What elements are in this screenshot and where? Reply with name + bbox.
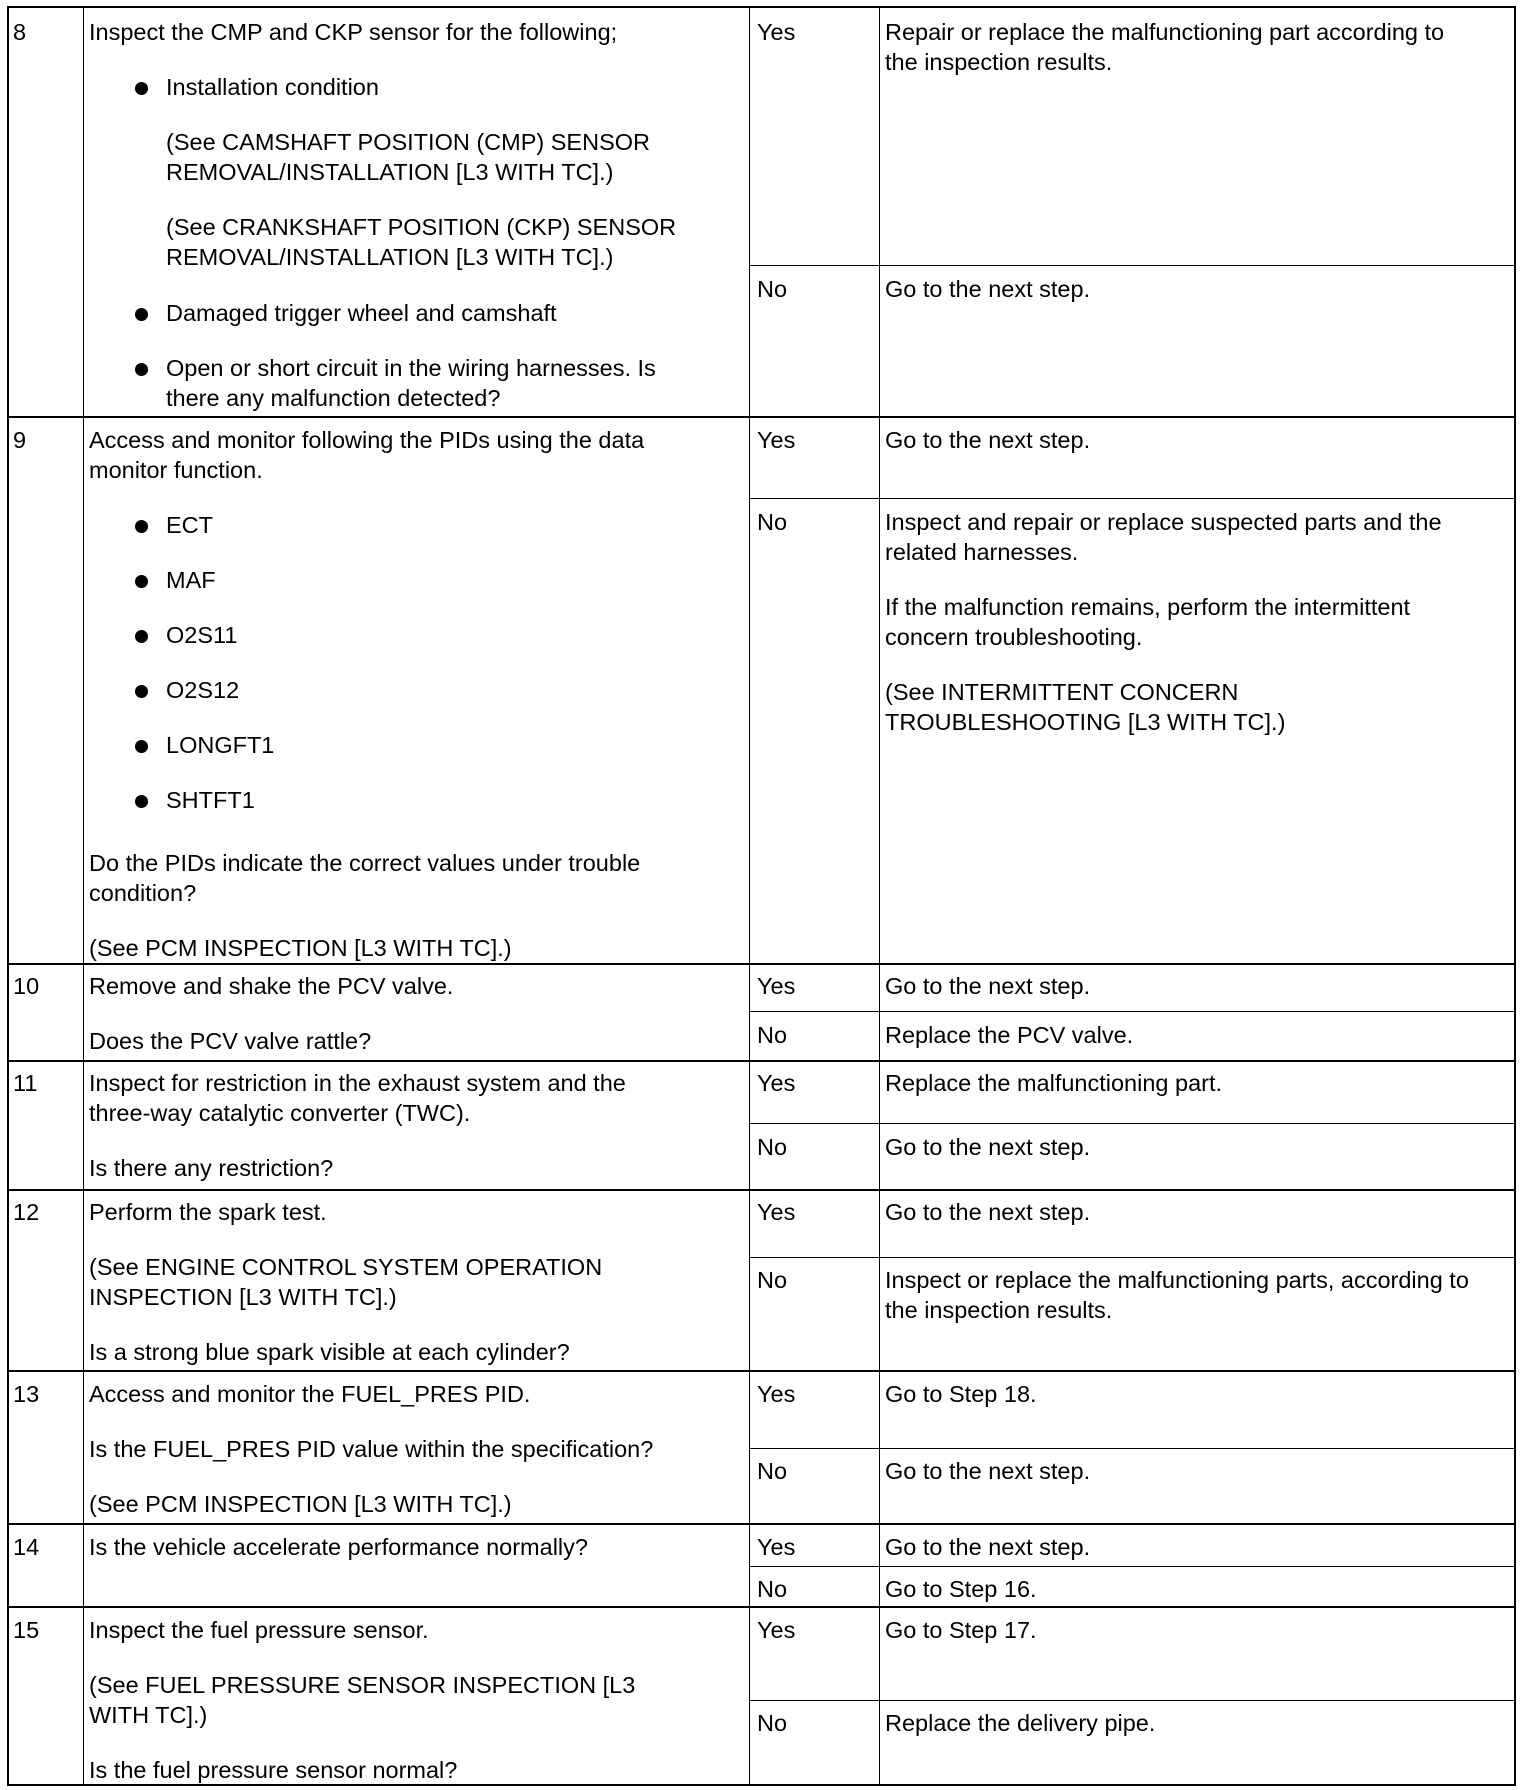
yes-label: Yes [757, 973, 796, 999]
step-number: 11 [13, 1070, 38, 1096]
yes-label: Yes [757, 1617, 796, 1643]
action-text: Access and monitor the FUEL_PRES PID. [89, 1381, 531, 1407]
question-text: Is the FUEL_PRES PID value within the specification? [89, 1436, 654, 1462]
action-bullet: Damaged trigger wheel and camshaft [166, 300, 557, 326]
no-action: Inspect and repair or replace suspected parts and the [885, 509, 1442, 535]
action-text: Remove and shake the PCV valve. [89, 973, 454, 999]
step-number: 15 [13, 1617, 40, 1643]
action-text: Perform the spark test. [89, 1199, 327, 1225]
yes-action: Go to the next step. [885, 1199, 1091, 1225]
no-action: concern troubleshooting. [885, 624, 1143, 650]
no-label: No [757, 1576, 788, 1602]
bullet-icon [135, 363, 148, 376]
reference-text: (See ENGINE CONTROL SYSTEM OPERATION [89, 1254, 603, 1280]
pid-item: O2S11 [166, 622, 238, 648]
yes-action: Go to Step 18. [885, 1381, 1037, 1407]
action-text: Inspect the CMP and CKP sensor for the following; [89, 19, 618, 45]
yes-no-divider [749, 1566, 1514, 1567]
no-label: No [757, 1267, 788, 1293]
reference-text: REMOVAL/INSTALLATION [L3 WITH TC].) [166, 159, 614, 185]
pid-item: O2S12 [166, 677, 240, 703]
yes-label: Yes [757, 1534, 796, 1560]
yes-label: Yes [757, 427, 796, 453]
question-text: Do the PIDs indicate the correct values under trouble [89, 850, 641, 876]
troubleshooting-table [7, 6, 1516, 1786]
no-action: Go to the next step. [885, 276, 1091, 302]
col-divider-action [749, 8, 750, 1784]
yes-action: the inspection results. [885, 49, 1113, 75]
action-text: three-way catalytic converter (TWC). [89, 1100, 471, 1126]
yes-action: Go to Step 17. [885, 1617, 1037, 1643]
question-text: Does the PCV valve rattle? [89, 1028, 372, 1054]
no-action: If the malfunction remains, perform the intermittent [885, 594, 1411, 620]
action-text: Inspect for restriction in the exhaust system and the [89, 1070, 626, 1096]
yes-no-divider [749, 1257, 1514, 1258]
no-label: No [757, 1458, 788, 1484]
action-bullet: there any malfunction detected? [166, 385, 501, 411]
row-divider [9, 1189, 1514, 1191]
yes-label: Yes [757, 1381, 796, 1407]
no-label: No [757, 1022, 788, 1048]
reference-text: (See CAMSHAFT POSITION (CMP) SENSOR [166, 129, 650, 155]
bullet-icon [135, 795, 148, 808]
action-bullet: Installation condition [166, 74, 379, 100]
yes-label: Yes [757, 1199, 796, 1225]
pid-item: ECT [166, 512, 213, 538]
step-number: 9 [13, 427, 27, 453]
yes-action: Repair or replace the malfunctioning part according to [885, 19, 1445, 45]
question-text: Is a strong blue spark visible at each cylinder? [89, 1339, 570, 1365]
yes-no-divider [749, 265, 1514, 266]
action-text: monitor function. [89, 457, 263, 483]
no-action: Go to the next step. [885, 1458, 1091, 1484]
yes-label: Yes [757, 19, 796, 45]
row-divider [9, 963, 1514, 965]
question-text: Is the fuel pressure sensor normal? [89, 1757, 458, 1783]
yes-label: Yes [757, 1070, 796, 1096]
action-bullet: Open or short circuit in the wiring harnesses. Is [166, 355, 656, 381]
bullet-icon [135, 630, 148, 643]
yes-no-divider [749, 1700, 1514, 1701]
row-divider [9, 1606, 1514, 1608]
reference-text: (See PCM INSPECTION [L3 WITH TC].) [89, 935, 512, 961]
no-action: Replace the PCV valve. [885, 1022, 1134, 1048]
pid-item: SHTFT1 [166, 787, 255, 813]
step-number: 12 [13, 1199, 40, 1225]
yes-no-divider [749, 1011, 1514, 1012]
reference-text: REMOVAL/INSTALLATION [L3 WITH TC].) [166, 244, 614, 270]
bullet-icon [135, 520, 148, 533]
action-text: Inspect the fuel pressure sensor. [89, 1617, 429, 1643]
no-action-reference: TROUBLESHOOTING [L3 WITH TC].) [885, 709, 1286, 735]
yes-no-divider [749, 1123, 1514, 1124]
bullet-icon [135, 308, 148, 321]
no-label: No [757, 1710, 788, 1736]
no-label: No [757, 509, 788, 535]
no-action: the inspection results. [885, 1297, 1113, 1323]
reference-text: (See PCM INSPECTION [L3 WITH TC].) [89, 1491, 512, 1517]
no-label: No [757, 1134, 788, 1160]
bullet-icon [135, 685, 148, 698]
question-text: condition? [89, 880, 197, 906]
row-divider [9, 416, 1514, 418]
no-action-reference: (See INTERMITTENT CONCERN [885, 679, 1239, 705]
step-number: 14 [13, 1534, 40, 1560]
no-label: No [757, 276, 788, 302]
pid-item: LONGFT1 [166, 732, 275, 758]
reference-text: WITH TC].) [89, 1702, 208, 1728]
no-action: Replace the delivery pipe. [885, 1710, 1156, 1736]
reference-text: INSPECTION [L3 WITH TC].) [89, 1284, 397, 1310]
step-number: 8 [13, 19, 27, 45]
col-divider-result [879, 8, 880, 1784]
row-divider [9, 1060, 1514, 1062]
pid-item: MAF [166, 567, 216, 593]
yes-action: Replace the malfunctioning part. [885, 1070, 1223, 1096]
row-divider [9, 1370, 1514, 1372]
question-text: Is the vehicle accelerate performance normally? [89, 1534, 588, 1560]
yes-action: Go to the next step. [885, 1534, 1091, 1560]
no-action: Go to the next step. [885, 1134, 1091, 1160]
no-action: Inspect or replace the malfunctioning parts, according to [885, 1267, 1469, 1293]
no-action: Go to Step 16. [885, 1576, 1037, 1602]
step-number: 10 [13, 973, 40, 999]
bullet-icon [135, 740, 148, 753]
col-divider-step [83, 8, 84, 1784]
action-text: Access and monitor following the PIDs using the data [89, 427, 645, 453]
yes-no-divider [749, 1448, 1514, 1449]
no-action: related harnesses. [885, 539, 1079, 565]
yes-no-divider [749, 498, 1514, 499]
question-text: Is there any restriction? [89, 1155, 334, 1181]
reference-text: (See CRANKSHAFT POSITION (CKP) SENSOR [166, 214, 677, 240]
row-divider [9, 1523, 1514, 1525]
bullet-icon [135, 575, 148, 588]
yes-action: Go to the next step. [885, 973, 1091, 999]
bullet-icon [135, 82, 148, 95]
reference-text: (See FUEL PRESSURE SENSOR INSPECTION [L3 [89, 1672, 636, 1698]
step-number: 13 [13, 1381, 40, 1407]
yes-action: Go to the next step. [885, 427, 1091, 453]
